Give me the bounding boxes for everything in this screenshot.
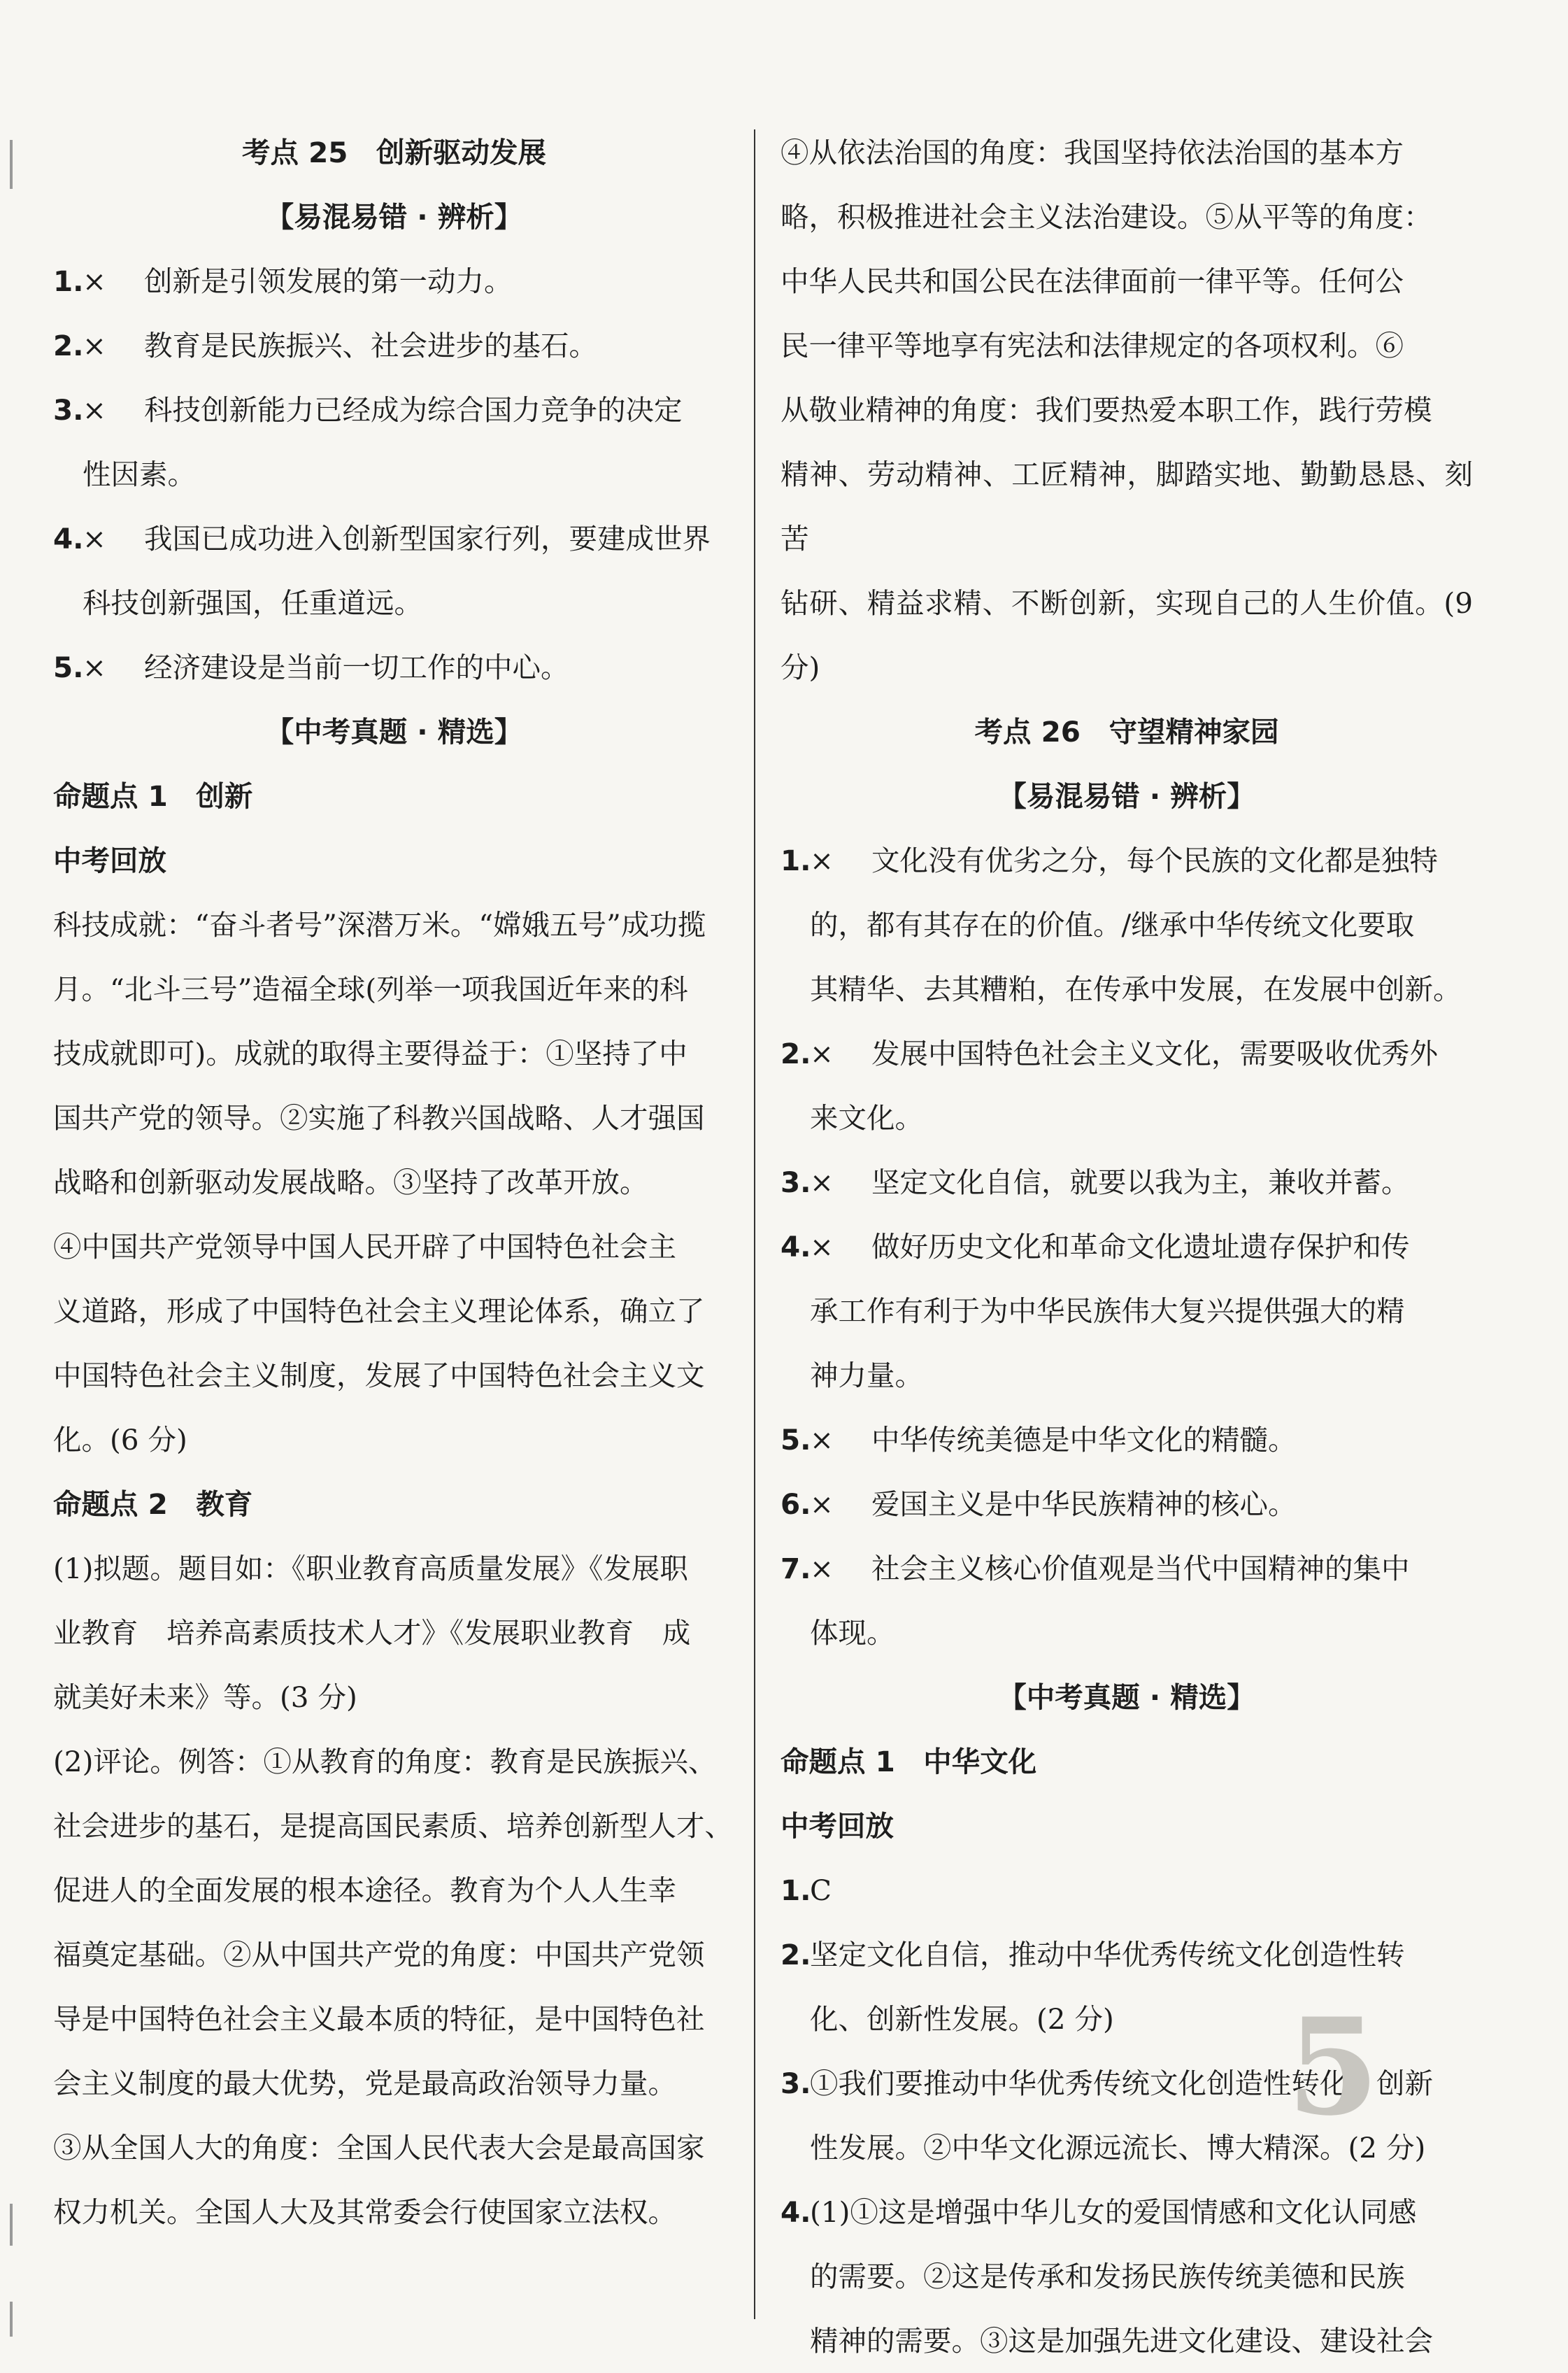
paragraph-line: ④中国共产党领导中国人民开辟了中国特色社会主 [53,1230,676,1263]
list-item: 2. × 发展中国特色社会主义文化，需要吸收优秀外 [781,1021,1473,1086]
review-title: 中考回放 [53,844,166,877]
paragraph-line: 化。(6 分) [53,1423,187,1457]
list-item: 7. × 社会主义核心价值观是当代中国精神的集中 [781,1536,1473,1601]
cross-mark: × [810,1037,834,1070]
paragraph-line: 精神、劳动精神、工匠精神，脚踏实地、勤勤恳恳、刻苦 [781,458,1473,555]
cross-mark: × [810,1423,834,1457]
confusion-header: 【易混易错 · 辨析】 [998,779,1255,813]
section-title-25: 考点 25 创新驱动发展 [242,136,546,169]
paragraph-line: 中华人民共和国公民在法律面前一律平等。任何公 [781,264,1404,298]
review-title: 中考回放 [781,1809,894,1843]
paragraph-line: 会主义制度的最大优势，党是最高政治领导力量。 [53,2067,676,2100]
paragraph-line: 促进人的全面发展的根本途径。教育为个人人生幸 [53,1873,676,1907]
list-item: 4. × 我国已成功进入创新型国家行列，要建成世界 [53,507,735,571]
answer-item: 2. 坚定文化自信，推动中华优秀传统文化创造性转 [781,1938,1405,1971]
list-item: 2. × 教育是民族振兴、社会进步的基石。 [53,313,735,378]
paragraph-line: 科技成就：“奋斗者号”深潜万米。“嫦娥五号”成功揽 [53,908,706,942]
column-divider [754,129,755,2319]
answer-item: 1. C [781,1873,832,1907]
paragraph-line: 国共产党的领导。②实施了科教兴国战略、人才强国 [53,1101,705,1135]
cross-mark: × [83,651,106,684]
cross-mark: × [83,522,106,555]
point-1-title: 命题点 1 创新 [53,779,253,813]
paragraph-line: 权力机关。全国人大及其常委会行使国家立法权。 [53,2195,676,2229]
right-column: ④从依法治国的角度：我国坚持依法治国的基本方 略，积极推进社会主义法治建设。⑤从平等的角度： 中华人民共和国公民在法律面前一律平等。任何公 民一律平等地享有宪法和法律规定的各项权利。⑥ 从敬业精神的角度：我们要热爱本职工作，践行劳模 精神、劳动精神、工匠精神，脚踏实地、勤勤恳恳、刻苦 钻研、精益求精、不断创新，实现自己的人生价值。(9 分) 考点 26 守望精神家园 【易混易错 · 辨析】 1. × 文化没有优劣之分，每个民族的文化都是独特 的，都有其存在的价值。/继承中华传统文化要取 其精华、去其糟粕，在传承中发展，在发展中创新。 2. × 发展中国特色社会主义文化，需要吸收优秀外 来文化。 3. × 坚定文化自信，就要以我为主，兼收并蓄。 4. × 做好历史文化和革命文化遗址遗存保护和传 承工作有利于为中华民族伟大复兴提供强大的精 神力量。 5. × 中华传统美德是中华文化的精髓。 6. × 爱国主义是中华民族精神的核心。 7. × 社会主义核心价值观是当代中国精神的集中 体现。 【中考真题 · 精选】 命题点 1 中华文化 中考回放 1. C 2. 坚定文化自信，推动中华优秀传统文化创造性转 化、创新性发展。(2 分) 3. ①我们要推动中华优秀传统文化创造性转化、创新 性发展。②中华文化源远流长、博大精深。(2 分) 4. (1)①这是增强中华儿女的爱国情感和文化认同感 的需要。②这是传承和发扬民族传统美德和民族 精神的需要。③这是加强先进文化建设、建设社会 [781,120,1473,2373]
list-item: 3. × 科技创新能力已经成为综合国力竞争的决定 [53,378,735,442]
list-item: 6. × 爱国主义是中华民族精神的核心。 [781,1472,1473,1536]
paragraph-line: 业教育 培养高素质技术人才》《发展职业教育 成 [53,1616,691,1650]
paragraph-line: (1)拟题。题目如：《职业教育高质量发展》《发展职 [53,1552,688,1585]
list-item: 3. × 坚定文化自信，就要以我为主，兼收并蓄。 [781,1150,1473,1214]
paragraph-line: 中国特色社会主义制度，发展了中国特色社会主义文 [53,1359,705,1392]
list-item: 1. × 文化没有优劣之分，每个民族的文化都是独特 [781,828,1473,893]
list-item: 5. × 中华传统美德是中华文化的精髓。 [781,1408,1473,1472]
cross-mark: × [810,1487,834,1521]
answer-item: 3. ①我们要推动中华优秀传统文化创造性转化、创新 [781,2067,1433,2100]
paragraph-line: 民一律平等地享有宪法和法律规定的各项权利。⑥ [781,329,1404,362]
paragraph-line: 略，积极推进社会主义法治建设。⑤从平等的角度： [781,200,1432,234]
exam-header: 【中考真题 · 精选】 [265,715,523,749]
section-title-26: 考点 26 守望精神家园 [974,715,1279,749]
left-column: 考点 25 创新驱动发展 【易混易错 · 辨析】 1. × 创新是引领发展的第一动力。 2. × 教育是民族振兴、社会进步的基石。 3. × 科技创新能力已经成为综合国力竞争的决定 性因素。 4. × 我国已成功进入创新型国家行列，要建成世界 科技创新强国，任重道远。 5. × 经济建设是当前一切工作的中心。 【中考真题 · 精选】 命题点 1 创新 中考回放 科技成就：“奋斗者号”深潜万米。“嫦娥五号”成功揽 月。“北斗三号”造福全球(列举一项我国近年来的科 技成就即可)。成就的取得主要得益于：①坚持了中 国共产党的领导。②实施了科教兴国战略、人才强国 战略和创新驱动发展战略。③坚持了改革开放。 ④中国共产党领导中国人民开辟了中国特色社会主 义道路，形成了中国特色社会主义理论体系，确立了 中国特色社会主义制度，发展了中国特色社会主义文 化。(6 分) 命题点 2 教育 (1)拟题。题目如：《职业教育高质量发展》《发展职 业教育 培养高素质技术人才》《发展职业教育 成 就美好未来》等。(3 分) (2)评论。例答：①从教育的角度：教育是民族振兴、 社会进步的基石，是提高国民素质、培养创新型人才、 促进人的全面发展的根本途径。教育为个人人生幸 福奠定基础。②从中国共产党的角度：中国共产党领 导是中国特色社会主义最本质的特征，是中国特色社 会主义制度的最大优势，党是最高政治领导力量。 ③从全国人大的角度：全国人民代表大会是最高国家 权力机关。全国人大及其常委会行使国家立法权。 [53,120,735,2244]
exam-header: 【中考真题 · 精选】 [998,1680,1255,1714]
cross-mark: × [810,844,834,877]
cross-mark: × [83,393,106,427]
list-item: 4. × 做好历史文化和革命文化遗址遗存保护和传 [781,1214,1473,1279]
paragraph-line: 就美好未来》等。(3 分) [53,1680,357,1714]
answer-item: 4. (1)①这是增强中华儿女的爱国情感和文化认同感 [781,2195,1417,2229]
paragraph-line: 福奠定基础。②从中国共产党的角度：中国共产党领 [53,1938,705,1971]
paragraph-line: 从敬业精神的角度：我们要热爱本职工作，践行劳模 [781,393,1432,427]
paragraph-line: 战略和创新驱动发展战略。③坚持了改革开放。 [53,1166,648,1199]
confusion-header: 【易混易错 · 辨析】 [265,200,523,234]
paragraph-line: 技成就即可)。成就的取得主要得益于：①坚持了中 [53,1037,687,1070]
paragraph-line: 社会进步的基石，是提高国民素质、培养创新型人才、 [53,1809,733,1843]
paragraph-line: 义道路，形成了中国特色社会主义理论体系，确立了 [53,1294,705,1328]
paragraph-line: ④从依法治国的角度：我国坚持依法治国的基本方 [781,136,1404,169]
cross-mark: × [810,1552,834,1585]
cross-mark: × [83,329,106,362]
paragraph-line: 导是中国特色社会主义最本质的特征，是中国特色社 [53,2002,705,2036]
page-number: 5 [1287,1989,1380,2145]
point-1-title: 命题点 1 中华文化 [781,1745,1037,1778]
paragraph-line: ③从全国人大的角度：全国人民代表大会是最高国家 [53,2131,705,2165]
point-2-title: 命题点 2 教育 [53,1487,253,1521]
cross-mark: × [83,264,106,298]
paragraph-line: (2)评论。例答：①从教育的角度：教育是民族振兴、 [53,1745,717,1778]
paragraph-line: 月。“北斗三号”造福全球(列举一项我国近年来的科 [53,972,688,1006]
cross-mark: × [810,1230,834,1263]
binding-margin [0,119,21,2302]
cross-mark: × [810,1166,834,1199]
list-item: 5. × 经济建设是当前一切工作的中心。 [53,635,735,700]
paragraph-line: 钻研、精益求精、不断创新，实现自己的人生价值。(9 分) [781,586,1473,684]
list-item: 1. × 创新是引领发展的第一动力。 [53,249,735,313]
